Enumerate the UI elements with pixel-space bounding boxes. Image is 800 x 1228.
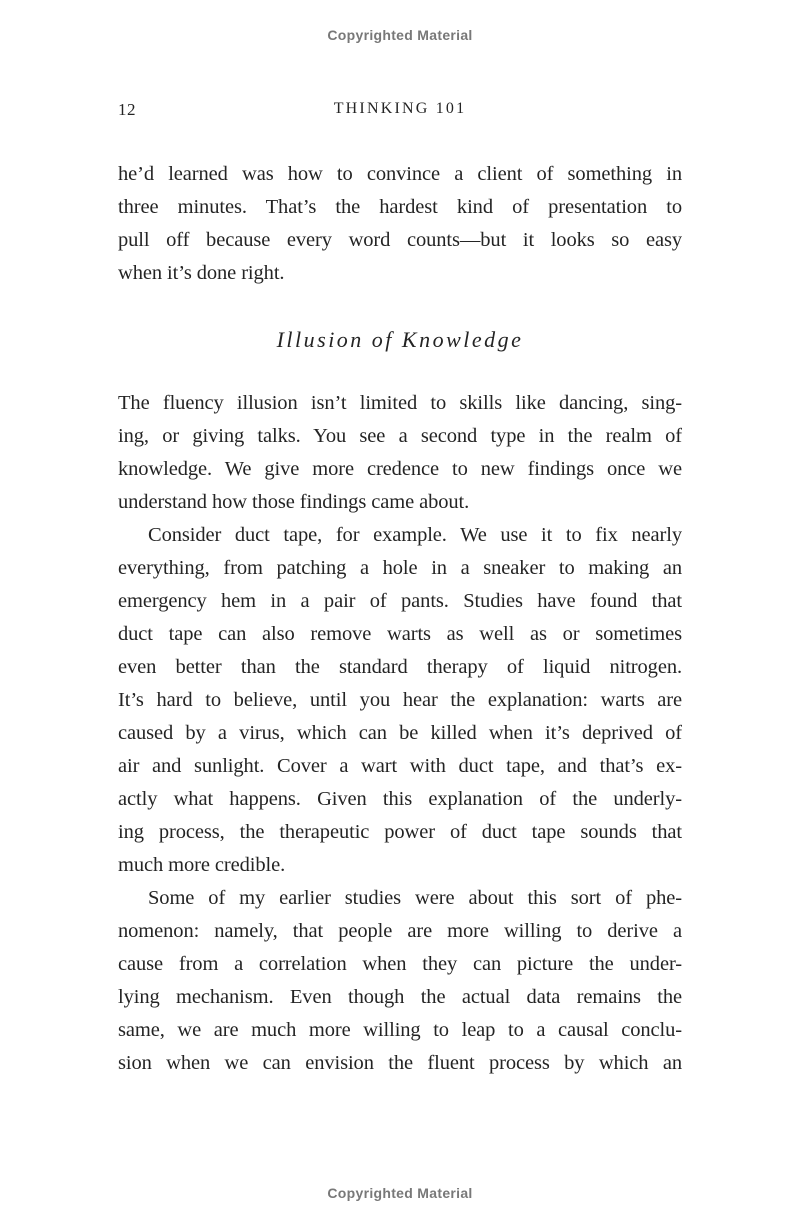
text-line: air and sunlight. Cover a wart with duct tape, and that’s ex- xyxy=(118,755,682,777)
text-line: duct tape can also remove warts as well as or sometimes xyxy=(118,623,682,645)
text-line: emergency hem in a pair of pants. Studies have found that xyxy=(118,590,682,612)
text-line: Consider duct tape, for example. We use it to fix nearly xyxy=(148,524,682,546)
text-line: It’s hard to believe, until you hear the explanation: warts are xyxy=(118,689,682,711)
text-line: lying mechanism. Even though the actual data remains the xyxy=(118,986,682,1008)
text-line: sion when we can envision the fluent process by which an xyxy=(118,1052,682,1074)
text-line: ing, or giving talks. You see a second type in the realm of xyxy=(118,425,682,447)
text-line: much more credible. xyxy=(118,854,286,876)
text-line: even better than the standard therapy of liquid nitrogen. xyxy=(118,656,682,678)
copyright-notice-bottom: Copyrighted Material xyxy=(327,1185,473,1201)
body-text xyxy=(118,158,682,1080)
text-line: everything, from patching a hole in a sneaker to making an xyxy=(118,557,682,579)
text-line: Some of my earlier studies were about this sort of phe- xyxy=(148,887,682,909)
text-line: cause from a correlation when they can picture the under- xyxy=(118,953,682,975)
text-line: same, we are much more willing to leap to a causal conclu- xyxy=(118,1019,682,1041)
section-heading: Illusion of Knowledge xyxy=(276,327,524,352)
paragraph xyxy=(118,519,682,882)
text-line: three minutes. That’s the hardest kind of presentation to xyxy=(118,196,682,218)
page-number: 12 xyxy=(118,100,136,119)
running-title: THINKING 101 xyxy=(333,100,467,117)
text-line: actly what happens. Given this explanation of the underly- xyxy=(118,788,682,810)
text-line: caused by a virus, which can be killed when it’s deprived of xyxy=(118,722,682,744)
paragraph xyxy=(118,387,682,519)
paragraph-continued xyxy=(118,158,682,290)
page-header xyxy=(118,100,682,124)
copyright-notice-top: Copyrighted Material xyxy=(327,27,473,43)
text-line: pull off because every word counts—but it looks so easy xyxy=(118,229,682,251)
text-line: understand how those findings came about. xyxy=(118,491,470,513)
text-line: ing process, the therapeutic power of duct tape sounds that xyxy=(118,821,682,843)
paragraph xyxy=(118,882,682,1080)
text-line: nomenon: namely, that people are more willing to derive a xyxy=(118,920,682,942)
text-line: when it’s done right. xyxy=(118,262,285,284)
text-line: he’d learned was how to convince a client of something in xyxy=(118,163,682,185)
text-line: knowledge. We give more credence to new findings once we xyxy=(118,458,682,480)
text-line: The fluency illusion isn’t limited to skills like dancing, sing- xyxy=(118,392,682,414)
